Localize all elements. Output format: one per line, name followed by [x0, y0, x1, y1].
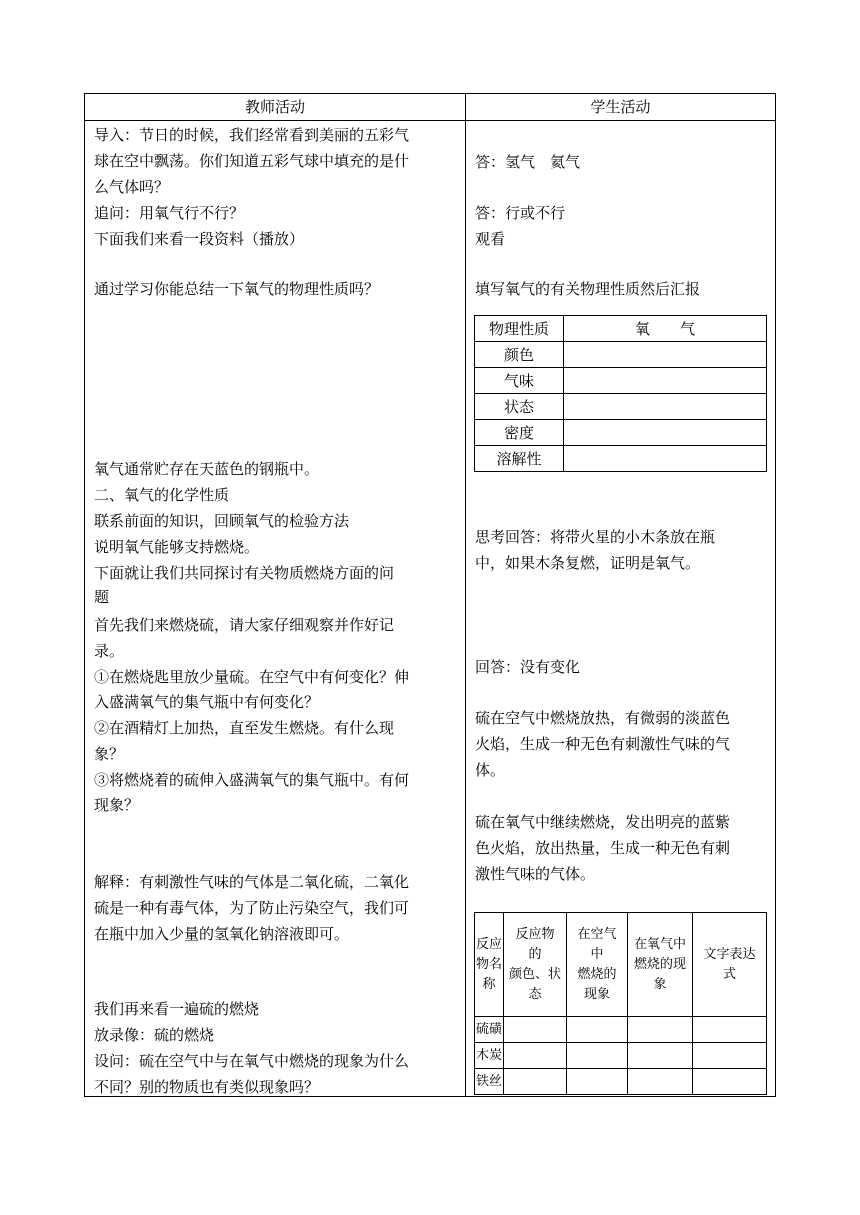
answer-oxygen: 答：行或不行 — [475, 204, 566, 222]
think-answer-line-2: 中，如果木条复燃，证明是氧气。 — [475, 554, 701, 572]
blank-cell — [567, 1069, 628, 1095]
step-1-line-2: 入盛满氧气的集气瓶中有何变化？ — [94, 693, 320, 711]
reactant-iron-wire: 铁丝 — [475, 1069, 504, 1095]
summary-question: 通过学习你能总结一下氧气的物理性质吗？ — [94, 280, 380, 298]
explanation-line-1: 解释：有刺激性气味的气体是二氧化硫，二氧化 — [94, 873, 410, 891]
air-burning-line-1: 硫在空气中燃烧放热，有微弱的淡蓝色 — [475, 709, 731, 727]
column-divider — [465, 94, 466, 1096]
blank-cell — [628, 1043, 693, 1069]
explanation-line-3: 在瓶中加入少量的氢氧化钠溶液即可。 — [94, 925, 350, 943]
explore-line-2: 题 — [94, 588, 110, 606]
blank-cell — [693, 1069, 767, 1095]
property-state: 状态 — [475, 394, 564, 420]
reactant-charcoal: 木炭 — [475, 1043, 504, 1069]
lesson-plan-table — [84, 93, 776, 1097]
oxygen-burning-header: 在氧气中 燃烧的现 象 — [628, 913, 693, 1017]
air-burning-line-3: 体。 — [475, 761, 506, 779]
section-2-title: 二、氧气的化学性质 — [94, 486, 230, 504]
sulfur-line-2: 录。 — [94, 642, 125, 660]
question-line-2: 不同？别的物质也有类似现象吗？ — [94, 1078, 320, 1096]
intro-line-3: 么气体吗？ — [94, 178, 170, 196]
explanation-line-2: 硫是一种有毒气体，为了防止污染空气，我们可 — [94, 899, 410, 917]
reactant-sulfur: 硫磺 — [475, 1017, 504, 1043]
fill-properties-note: 填写氧气的有关物理性质然后汇报 — [475, 280, 701, 298]
oxygen-burning-line-3: 激性气味的气体。 — [475, 865, 596, 883]
think-answer-line-1: 思考回答：将带火星的小木条放在瓶 — [475, 528, 716, 546]
step-2-line-1: ②在酒精灯上加热，直至发生燃烧。有什么现 — [94, 719, 395, 737]
word-equation-header: 文字表达 式 — [693, 913, 767, 1017]
blank-cell — [693, 1043, 767, 1069]
explore-line-1: 下面就让我们共同探讨有关物质燃烧方面的问 — [94, 564, 395, 582]
oxygen-burning-line-2: 色火焰，放出热量，生成一种无色有刺 — [475, 839, 731, 857]
blank-cell — [504, 1043, 567, 1069]
blank-cell — [628, 1017, 693, 1043]
property-color: 颜色 — [475, 342, 564, 368]
reaction-table — [474, 912, 767, 1095]
teacher-activity-header: 教师活动 — [244, 98, 305, 116]
property-value-cell — [564, 420, 767, 446]
header-row — [85, 94, 775, 121]
step-3-line-2: 现象？ — [94, 796, 140, 814]
property-header: 物理性质 — [475, 316, 564, 342]
reply-no-change: 回答：没有变化 — [475, 658, 581, 676]
answer-gas: 答：氢气 氦气 — [475, 153, 581, 171]
step-2-line-2: 象？ — [94, 745, 125, 763]
step-3-line-1: ③将燃烧着的硫伸入盛满氧气的集气瓶中。有何 — [94, 771, 410, 789]
storage-note: 氧气通常贮存在天蓝色的钢瓶中。 — [94, 460, 320, 478]
support-note: 说明氧气能够支持燃烧。 — [94, 538, 260, 556]
property-density: 密度 — [475, 420, 564, 446]
oxygen-header: 氧 气 — [564, 316, 767, 342]
physical-properties-table — [474, 315, 767, 472]
student-activity-header: 学生活动 — [590, 98, 651, 116]
blank-cell — [567, 1043, 628, 1069]
watch-material: 下面我们来看一段资料（播放） — [94, 230, 305, 248]
recall-note: 联系前面的知识，回顾氧气的检验方法 — [94, 512, 350, 530]
blank-cell — [504, 1017, 567, 1043]
property-value-cell — [564, 446, 767, 472]
blank-cell — [504, 1069, 567, 1095]
follow-up-question: 追问：用氧气行不行？ — [94, 204, 245, 222]
property-value-cell — [564, 342, 767, 368]
reactant-color-state-header: 反应物 的 颜色、状 态 — [504, 913, 567, 1017]
sulfur-line-1: 首先我们来燃烧硫，请大家仔细观察并作好记 — [94, 616, 395, 634]
property-value-cell — [564, 368, 767, 394]
property-solubility: 溶解性 — [475, 446, 564, 472]
intro-line-2: 球在空中飘荡。你们知道五彩气球中填充的是什 — [94, 152, 410, 170]
oxygen-burning-line-1: 硫在氧气中继续燃烧，发出明亮的蓝紫 — [475, 813, 731, 831]
property-odor: 气味 — [475, 368, 564, 394]
blank-cell — [693, 1017, 767, 1043]
reactant-name-header: 反应 物名 称 — [475, 913, 504, 1017]
property-value-cell — [564, 394, 767, 420]
watch-again: 我们再来看一遍硫的燃烧 — [94, 1000, 260, 1018]
video-note: 放录像：硫的燃烧 — [94, 1026, 215, 1044]
blank-cell — [628, 1069, 693, 1095]
air-burning-line-2: 火焰，生成一种无色有刺激性气味的气 — [475, 735, 731, 753]
watch-note: 观看 — [475, 230, 506, 248]
air-burning-header: 在空气 中 燃烧的 现象 — [567, 913, 628, 1017]
intro-line-1: 导入：节日的时候，我们经常看到美丽的五彩气 — [94, 126, 410, 144]
question-line-1: 设问：硫在空气中与在氧气中燃烧的现象为什么 — [94, 1052, 410, 1070]
step-1-line-1: ①在燃烧匙里放少量硫。在空气中有何变化？伸 — [94, 668, 410, 686]
blank-cell — [567, 1017, 628, 1043]
